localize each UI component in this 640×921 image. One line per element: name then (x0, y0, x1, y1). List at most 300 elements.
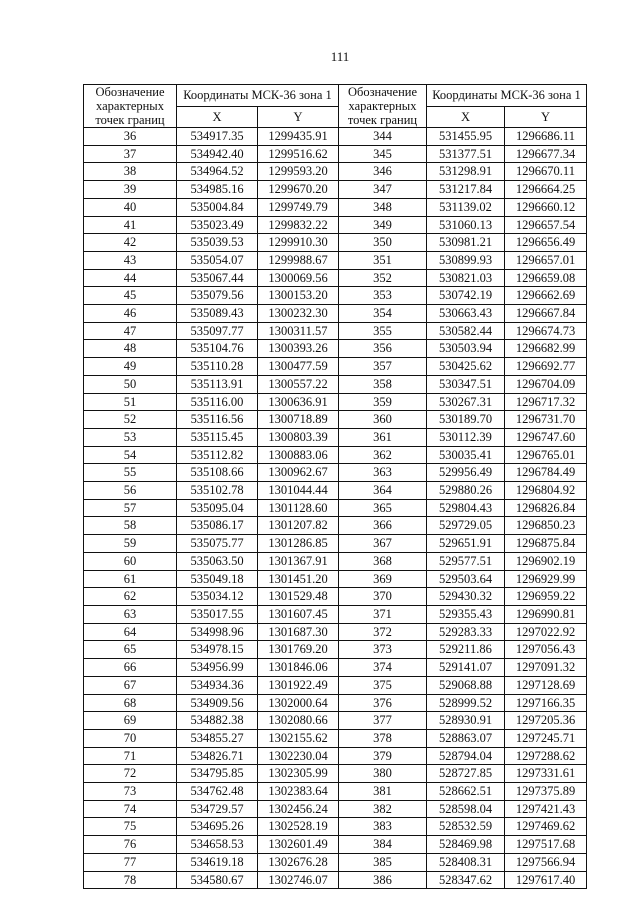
x-right-cell: 528727.85 (427, 765, 505, 783)
table-row (84, 411, 587, 429)
y-right-cell: 1296677.34 (505, 145, 587, 163)
y-right-cell: 1296875.84 (505, 535, 587, 553)
table-row (84, 676, 587, 694)
table-row (84, 375, 587, 393)
y-left-cell: 1299910.30 (258, 234, 339, 252)
y-right-cell: 1296670.11 (505, 163, 587, 181)
y-left-cell: 1301128.60 (258, 499, 339, 517)
x-left-cell: 534695.26 (177, 818, 258, 836)
point-id-left-cell: 57 (84, 499, 177, 517)
x-right-cell: 528598.04 (427, 800, 505, 818)
table-row (84, 818, 587, 836)
point-id-right-cell: 367 (339, 535, 427, 553)
point-id-right-cell: 371 (339, 605, 427, 623)
point-id-left-cell: 38 (84, 163, 177, 181)
y-left-cell: 1302155.62 (258, 729, 339, 747)
x-right-cell: 528408.31 (427, 853, 505, 871)
x-right-cell: 529141.07 (427, 659, 505, 677)
point-id-left-cell: 69 (84, 712, 177, 730)
x-left-cell: 535067.44 (177, 269, 258, 287)
point-id-right-cell: 369 (339, 570, 427, 588)
x-left-cell: 535086.17 (177, 517, 258, 535)
coords-header-right: Координаты МСК-36 зона 1 (427, 85, 587, 107)
y-right-cell: 1297566.94 (505, 853, 587, 871)
x-right-cell: 531377.51 (427, 145, 505, 163)
point-id-right-cell: 354 (339, 305, 427, 323)
y-left-cell: 1300718.89 (258, 411, 339, 429)
y-right-cell: 1296765.01 (505, 446, 587, 464)
y-left-cell: 1301687.30 (258, 623, 339, 641)
point-id-right-cell: 355 (339, 322, 427, 340)
x-left-cell: 535034.12 (177, 588, 258, 606)
y-left-cell: 1300153.20 (258, 287, 339, 305)
point-id-right-cell: 383 (339, 818, 427, 836)
table-row (84, 234, 587, 252)
x-left-cell: 534956.99 (177, 659, 258, 677)
table-row (84, 181, 587, 199)
x-left-cell: 535039.53 (177, 234, 258, 252)
y-right-cell: 1296929.99 (505, 570, 587, 588)
y-left-cell: 1301922.49 (258, 676, 339, 694)
y-right-cell: 1296731.70 (505, 411, 587, 429)
table-row (84, 393, 587, 411)
x-right-cell: 530425.62 (427, 358, 505, 376)
coords-header-left: Координаты МСК-36 зона 1 (177, 85, 339, 107)
y-left-cell: 1299435.91 (258, 128, 339, 146)
point-id-left-cell: 46 (84, 305, 177, 323)
table-row (84, 694, 587, 712)
y-left-cell: 1302456.24 (258, 800, 339, 818)
x-header-right: X (427, 106, 505, 128)
x-left-cell: 534917.35 (177, 128, 258, 146)
y-right-cell: 1296804.92 (505, 482, 587, 500)
point-id-left-cell: 62 (84, 588, 177, 606)
point-id-left-cell: 52 (84, 411, 177, 429)
table-row (84, 853, 587, 871)
table-row (84, 251, 587, 269)
y-right-cell: 1296704.09 (505, 375, 587, 393)
x-right-cell: 530503.94 (427, 340, 505, 358)
y-right-cell: 1297469.62 (505, 818, 587, 836)
point-id-left-cell: 47 (84, 322, 177, 340)
point-id-right-cell: 349 (339, 216, 427, 234)
x-left-cell: 535113.91 (177, 375, 258, 393)
point-id-right-cell: 372 (339, 623, 427, 641)
x-right-cell: 530663.43 (427, 305, 505, 323)
table-row (84, 641, 587, 659)
point-id-left-cell: 71 (84, 747, 177, 765)
y-left-cell: 1302601.49 (258, 836, 339, 854)
y-right-cell: 1296692.77 (505, 358, 587, 376)
y-right-cell: 1296826.84 (505, 499, 587, 517)
point-id-right-cell: 358 (339, 375, 427, 393)
y-right-cell: 1296717.32 (505, 393, 587, 411)
point-id-right-cell: 351 (339, 251, 427, 269)
y-right-cell: 1297128.69 (505, 676, 587, 694)
y-right-cell: 1297331.61 (505, 765, 587, 783)
y-right-cell: 1297288.62 (505, 747, 587, 765)
point-id-right-cell: 350 (339, 234, 427, 252)
x-left-cell: 535023.49 (177, 216, 258, 234)
table-row (84, 552, 587, 570)
x-right-cell: 528930.91 (427, 712, 505, 730)
y-right-cell: 1297617.40 (505, 871, 587, 889)
point-label-header-right: Обозначение характерных точек границ (339, 85, 427, 128)
x-left-cell: 534762.48 (177, 783, 258, 801)
y-left-cell: 1299832.22 (258, 216, 339, 234)
table-row (84, 499, 587, 517)
point-id-right-cell: 380 (339, 765, 427, 783)
x-right-cell: 530189.70 (427, 411, 505, 429)
point-id-right-cell: 356 (339, 340, 427, 358)
x-right-cell: 528662.51 (427, 783, 505, 801)
x-left-cell: 534826.71 (177, 747, 258, 765)
table-row (84, 482, 587, 500)
y-right-cell: 1296784.49 (505, 464, 587, 482)
y-right-cell: 1297091.32 (505, 659, 587, 677)
y-left-cell: 1302528.19 (258, 818, 339, 836)
table-row (84, 269, 587, 287)
y-right-cell: 1296674.73 (505, 322, 587, 340)
y-right-cell: 1297205.36 (505, 712, 587, 730)
y-left-cell: 1300636.91 (258, 393, 339, 411)
table-row (84, 305, 587, 323)
x-left-cell: 534580.67 (177, 871, 258, 889)
y-left-cell: 1301286.85 (258, 535, 339, 553)
point-id-left-cell: 61 (84, 570, 177, 588)
x-left-cell: 535063.50 (177, 552, 258, 570)
x-right-cell: 528532.59 (427, 818, 505, 836)
x-right-cell: 531217.84 (427, 181, 505, 199)
x-right-cell: 528863.07 (427, 729, 505, 747)
coordinates-table (83, 84, 587, 889)
x-right-cell: 528347.62 (427, 871, 505, 889)
table-row (84, 659, 587, 677)
point-id-right-cell: 386 (339, 871, 427, 889)
table-row (84, 322, 587, 340)
point-id-right-cell: 384 (339, 836, 427, 854)
point-id-left-cell: 39 (84, 181, 177, 199)
x-right-cell: 530742.19 (427, 287, 505, 305)
y-right-cell: 1297056.43 (505, 641, 587, 659)
y-left-cell: 1302746.07 (258, 871, 339, 889)
x-right-cell: 529651.91 (427, 535, 505, 553)
table-row (84, 340, 587, 358)
y-right-cell: 1296656.49 (505, 234, 587, 252)
x-right-cell: 530821.03 (427, 269, 505, 287)
y-right-cell: 1297022.92 (505, 623, 587, 641)
point-id-right-cell: 364 (339, 482, 427, 500)
table-row (84, 747, 587, 765)
point-id-right-cell: 377 (339, 712, 427, 730)
x-right-cell: 529729.05 (427, 517, 505, 535)
point-id-left-cell: 76 (84, 836, 177, 854)
x-left-cell: 534942.40 (177, 145, 258, 163)
point-id-right-cell: 379 (339, 747, 427, 765)
x-left-cell: 535095.04 (177, 499, 258, 517)
point-id-right-cell: 353 (339, 287, 427, 305)
point-id-left-cell: 68 (84, 694, 177, 712)
y-left-cell: 1300557.22 (258, 375, 339, 393)
point-id-right-cell: 378 (339, 729, 427, 747)
x-left-cell: 534998.96 (177, 623, 258, 641)
point-id-left-cell: 63 (84, 605, 177, 623)
x-left-cell: 535108.66 (177, 464, 258, 482)
x-left-cell: 535116.00 (177, 393, 258, 411)
y-left-cell: 1302230.04 (258, 747, 339, 765)
y-left-cell: 1299516.62 (258, 145, 339, 163)
y-right-cell: 1296657.01 (505, 251, 587, 269)
x-right-cell: 529283.33 (427, 623, 505, 641)
table-row (84, 198, 587, 216)
y-right-cell: 1296959.22 (505, 588, 587, 606)
point-id-right-cell: 365 (339, 499, 427, 517)
x-right-cell: 529503.64 (427, 570, 505, 588)
y-right-cell: 1297166.35 (505, 694, 587, 712)
x-left-cell: 535049.18 (177, 570, 258, 588)
table-row (84, 287, 587, 305)
y-right-cell: 1297245.71 (505, 729, 587, 747)
y-right-cell: 1296747.60 (505, 428, 587, 446)
x-right-cell: 529880.26 (427, 482, 505, 500)
point-id-right-cell: 357 (339, 358, 427, 376)
x-left-cell: 534855.27 (177, 729, 258, 747)
y-right-cell: 1297517.68 (505, 836, 587, 854)
x-right-cell: 530347.51 (427, 375, 505, 393)
x-left-cell: 534909.56 (177, 694, 258, 712)
y-left-cell: 1300803.39 (258, 428, 339, 446)
point-id-right-cell: 346 (339, 163, 427, 181)
x-left-cell: 535089.43 (177, 305, 258, 323)
point-id-right-cell: 376 (339, 694, 427, 712)
y-right-cell: 1296682.99 (505, 340, 587, 358)
x-left-cell: 534978.15 (177, 641, 258, 659)
y-left-cell: 1300393.26 (258, 340, 339, 358)
point-id-left-cell: 74 (84, 800, 177, 818)
point-id-left-cell: 36 (84, 128, 177, 146)
y-left-cell: 1301607.45 (258, 605, 339, 623)
point-id-left-cell: 42 (84, 234, 177, 252)
y-left-cell: 1301846.06 (258, 659, 339, 677)
point-id-left-cell: 60 (84, 552, 177, 570)
x-right-cell: 529430.32 (427, 588, 505, 606)
point-id-right-cell: 348 (339, 198, 427, 216)
x-right-cell: 531060.13 (427, 216, 505, 234)
point-id-left-cell: 64 (84, 623, 177, 641)
point-id-right-cell: 361 (339, 428, 427, 446)
x-left-cell: 535054.07 (177, 251, 258, 269)
y-left-cell: 1300069.56 (258, 269, 339, 287)
point-id-left-cell: 41 (84, 216, 177, 234)
x-right-cell: 529068.88 (427, 676, 505, 694)
table-body (84, 128, 587, 889)
x-left-cell: 535110.28 (177, 358, 258, 376)
point-id-left-cell: 75 (84, 818, 177, 836)
table-row (84, 145, 587, 163)
x-right-cell: 528469.98 (427, 836, 505, 854)
point-id-left-cell: 59 (84, 535, 177, 553)
y-left-cell: 1301769.20 (258, 641, 339, 659)
table-row (84, 623, 587, 641)
y-right-cell: 1296662.69 (505, 287, 587, 305)
x-left-cell: 534964.52 (177, 163, 258, 181)
y-left-cell: 1300232.30 (258, 305, 339, 323)
x-right-cell: 530267.31 (427, 393, 505, 411)
x-left-cell: 535097.77 (177, 322, 258, 340)
point-id-right-cell: 347 (339, 181, 427, 199)
x-right-cell: 529804.43 (427, 499, 505, 517)
x-left-cell: 534882.38 (177, 712, 258, 730)
point-id-right-cell: 382 (339, 800, 427, 818)
x-right-cell: 529355.43 (427, 605, 505, 623)
x-left-cell: 535075.77 (177, 535, 258, 553)
point-id-left-cell: 55 (84, 464, 177, 482)
x-left-cell: 534658.53 (177, 836, 258, 854)
y-left-cell: 1300477.59 (258, 358, 339, 376)
point-id-right-cell: 359 (339, 393, 427, 411)
y-left-cell: 1301451.20 (258, 570, 339, 588)
x-left-cell: 535079.56 (177, 287, 258, 305)
y-right-cell: 1296667.84 (505, 305, 587, 323)
point-id-left-cell: 43 (84, 251, 177, 269)
point-id-right-cell: 362 (339, 446, 427, 464)
x-left-cell: 534934.36 (177, 676, 258, 694)
x-right-cell: 531139.02 (427, 198, 505, 216)
y-right-cell: 1296659.08 (505, 269, 587, 287)
x-right-cell: 531455.95 (427, 128, 505, 146)
y-left-cell: 1301367.91 (258, 552, 339, 570)
x-right-cell: 530899.93 (427, 251, 505, 269)
x-left-cell: 535004.84 (177, 198, 258, 216)
point-id-left-cell: 44 (84, 269, 177, 287)
table-row (84, 605, 587, 623)
x-right-cell: 530582.44 (427, 322, 505, 340)
x-left-cell: 535102.78 (177, 482, 258, 500)
table-row (84, 358, 587, 376)
x-left-cell: 535115.45 (177, 428, 258, 446)
x-right-cell: 529577.51 (427, 552, 505, 570)
y-left-cell: 1301044.44 (258, 482, 339, 500)
point-id-left-cell: 73 (84, 783, 177, 801)
point-id-right-cell: 366 (339, 517, 427, 535)
y-header-right: Y (505, 106, 587, 128)
point-id-right-cell: 373 (339, 641, 427, 659)
point-id-left-cell: 54 (84, 446, 177, 464)
table-row (84, 216, 587, 234)
x-right-cell: 528999.52 (427, 694, 505, 712)
table-row (84, 871, 587, 889)
point-id-left-cell: 78 (84, 871, 177, 889)
x-right-cell: 529956.49 (427, 464, 505, 482)
y-left-cell: 1302676.28 (258, 853, 339, 871)
table-row (84, 588, 587, 606)
x-header-left: X (177, 106, 258, 128)
y-right-cell: 1296850.23 (505, 517, 587, 535)
y-header-left: Y (258, 106, 339, 128)
table-row (84, 535, 587, 553)
table-row (84, 712, 587, 730)
point-id-right-cell: 381 (339, 783, 427, 801)
y-left-cell: 1299988.67 (258, 251, 339, 269)
point-id-left-cell: 45 (84, 287, 177, 305)
page-number: 111 (330, 49, 350, 64)
x-right-cell: 528794.04 (427, 747, 505, 765)
x-left-cell: 534619.18 (177, 853, 258, 871)
x-right-cell: 531298.91 (427, 163, 505, 181)
y-right-cell: 1296902.19 (505, 552, 587, 570)
x-left-cell: 535017.55 (177, 605, 258, 623)
point-id-left-cell: 50 (84, 375, 177, 393)
table-row (84, 428, 587, 446)
point-id-left-cell: 70 (84, 729, 177, 747)
point-id-left-cell: 49 (84, 358, 177, 376)
table-row (84, 836, 587, 854)
x-right-cell: 530035.41 (427, 446, 505, 464)
table-row (84, 517, 587, 535)
y-left-cell: 1300311.57 (258, 322, 339, 340)
y-left-cell: 1300883.06 (258, 446, 339, 464)
point-label-header-left: Обозначение характерных точек границ (84, 85, 177, 128)
y-left-cell: 1302080.66 (258, 712, 339, 730)
y-right-cell: 1297375.89 (505, 783, 587, 801)
table-row (84, 800, 587, 818)
point-id-right-cell: 363 (339, 464, 427, 482)
table-row (84, 729, 587, 747)
y-right-cell: 1296686.11 (505, 128, 587, 146)
x-left-cell: 534795.85 (177, 765, 258, 783)
y-left-cell: 1299670.20 (258, 181, 339, 199)
y-left-cell: 1300962.67 (258, 464, 339, 482)
y-left-cell: 1299593.20 (258, 163, 339, 181)
x-right-cell: 530112.39 (427, 428, 505, 446)
point-id-left-cell: 53 (84, 428, 177, 446)
table-row (84, 163, 587, 181)
point-id-right-cell: 374 (339, 659, 427, 677)
table-row (84, 783, 587, 801)
point-id-right-cell: 344 (339, 128, 427, 146)
x-left-cell: 535104.76 (177, 340, 258, 358)
y-left-cell: 1302000.64 (258, 694, 339, 712)
point-id-left-cell: 72 (84, 765, 177, 783)
y-right-cell: 1296657.54 (505, 216, 587, 234)
table-row (84, 446, 587, 464)
table-row (84, 128, 587, 146)
table-row (84, 765, 587, 783)
point-id-left-cell: 37 (84, 145, 177, 163)
point-id-right-cell: 345 (339, 145, 427, 163)
point-id-left-cell: 67 (84, 676, 177, 694)
point-id-left-cell: 51 (84, 393, 177, 411)
y-left-cell: 1302383.64 (258, 783, 339, 801)
x-left-cell: 535116.56 (177, 411, 258, 429)
y-right-cell: 1296660.12 (505, 198, 587, 216)
point-id-left-cell: 58 (84, 517, 177, 535)
point-id-right-cell: 368 (339, 552, 427, 570)
point-id-right-cell: 375 (339, 676, 427, 694)
y-right-cell: 1296990.81 (505, 605, 587, 623)
x-left-cell: 534729.57 (177, 800, 258, 818)
point-id-left-cell: 66 (84, 659, 177, 677)
point-id-right-cell: 370 (339, 588, 427, 606)
point-id-left-cell: 77 (84, 853, 177, 871)
point-id-left-cell: 56 (84, 482, 177, 500)
y-left-cell: 1299749.79 (258, 198, 339, 216)
x-right-cell: 529211.86 (427, 641, 505, 659)
point-id-right-cell: 360 (339, 411, 427, 429)
point-id-left-cell: 65 (84, 641, 177, 659)
y-right-cell: 1297421.43 (505, 800, 587, 818)
y-right-cell: 1296664.25 (505, 181, 587, 199)
